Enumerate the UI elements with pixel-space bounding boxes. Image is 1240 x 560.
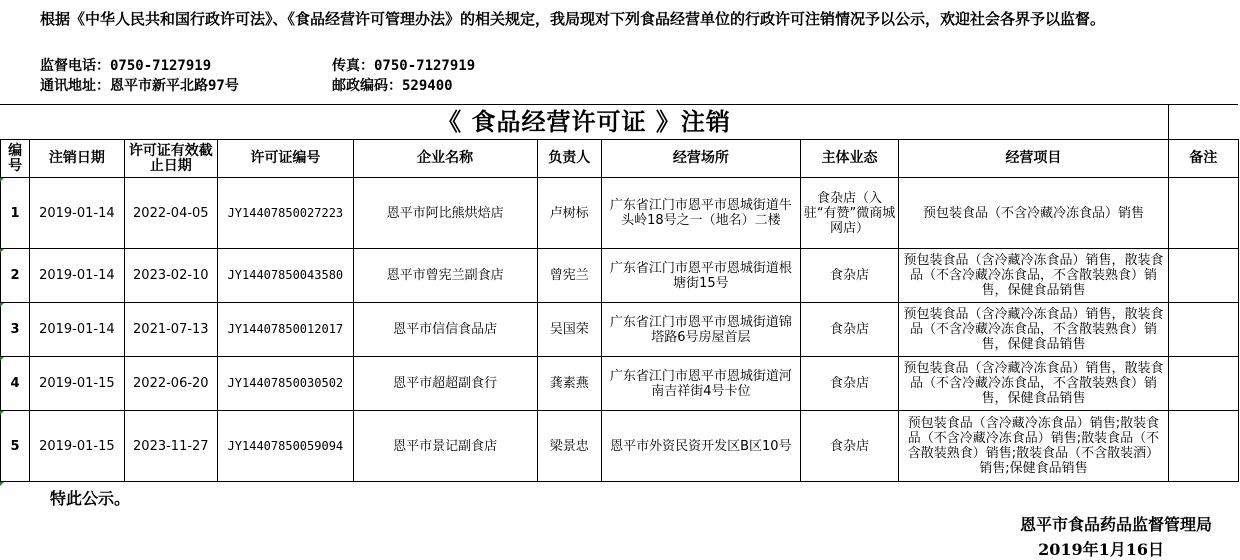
owner-name: 吴国荣 bbox=[537, 303, 601, 357]
license-number: JY14407850027223 bbox=[218, 178, 354, 249]
cancel-date: 2019-01-14 bbox=[30, 303, 124, 357]
header-cancel-date: 注销日期 bbox=[30, 140, 124, 178]
business-location: 广东省江门市恩平市恩城街道根塘街15号 bbox=[601, 249, 800, 303]
row-number: 2 bbox=[1, 249, 30, 303]
owner-name: 卢树标 bbox=[537, 178, 601, 249]
business-type: 食杂店（入驻“有赞”微商城网店） bbox=[800, 178, 898, 249]
title-side-cell bbox=[1168, 105, 1239, 139]
business-location: 恩平市外资民资开发区B区10号 bbox=[601, 411, 800, 482]
expiry-date: 2022-06-20 bbox=[124, 357, 217, 411]
company-name: 恩平市阿比熊烘焙店 bbox=[353, 178, 537, 249]
table-row bbox=[1, 178, 1239, 249]
header-company-name: 企业名称 bbox=[353, 140, 537, 178]
business-type: 食杂店 bbox=[800, 357, 898, 411]
table-header-row bbox=[1, 140, 1239, 178]
table-row bbox=[1, 411, 1239, 482]
header-expiry-date: 许可证有效截止日期 bbox=[124, 140, 217, 178]
expiry-date: 2022-04-05 bbox=[124, 178, 217, 249]
row-number: 5 bbox=[1, 411, 30, 482]
business-type: 食杂店 bbox=[800, 303, 898, 357]
table-title-row bbox=[0, 104, 1238, 140]
header-number: 编号 bbox=[1, 140, 30, 178]
issuing-agency: 恩平市食品药品监督管理局 bbox=[1019, 515, 1212, 534]
company-name: 恩平市曾宪兰副食店 bbox=[353, 249, 537, 303]
header-owner: 负责人 bbox=[537, 140, 601, 178]
cancellation-table bbox=[0, 139, 1239, 482]
remark bbox=[1168, 303, 1238, 357]
business-scope: 预包装食品（含冷藏冷冻食品）销售;散装食品（不含冷藏冷冻食品）销售;散装食品（不含散装熟食）销售;散装食品（不含散装酒）销售;保健食品销售 bbox=[899, 411, 1168, 482]
owner-name: 梁景忠 bbox=[537, 411, 601, 482]
header-location: 经营场所 bbox=[601, 140, 800, 178]
fax-number: 传真：0750-7127919 bbox=[332, 58, 476, 74]
table-row bbox=[1, 303, 1239, 357]
issue-date: 2019年1月16日 bbox=[1038, 540, 1164, 559]
license-number: JY14407850030502 bbox=[218, 357, 354, 411]
contact-row-1 bbox=[40, 55, 475, 75]
business-type: 食杂店 bbox=[800, 411, 898, 482]
cell-corner-marker bbox=[0, 482, 4, 486]
expiry-date: 2021-07-13 bbox=[124, 303, 217, 357]
expiry-date: 2023-11-27 bbox=[124, 411, 217, 482]
company-name: 恩平市信信食品店 bbox=[353, 303, 537, 357]
cell-corner-marker bbox=[0, 303, 4, 307]
business-scope: 预包装食品（含冷藏冷冻食品）销售，散装食品（不含冷藏冷冻食品，不含散装熟食）销售，保健食品销售 bbox=[899, 303, 1168, 357]
business-location: 广东省江门市恩平市恩城街道牛头岭18号之一（地名）二楼 bbox=[601, 178, 800, 249]
closing-statement: 特此公示。 bbox=[50, 489, 131, 508]
license-number: JY14407850012017 bbox=[218, 303, 354, 357]
business-location: 广东省江门市恩平市恩城街道锦塔路6号房屋首层 bbox=[601, 303, 800, 357]
mailing-address: 通讯地址：恩平市新平北路97号 bbox=[40, 78, 239, 94]
cancel-date: 2019-01-15 bbox=[30, 411, 124, 482]
owner-name: 曾宪兰 bbox=[537, 249, 601, 303]
cell-corner-marker bbox=[0, 178, 4, 182]
cancel-date: 2019-01-14 bbox=[30, 249, 124, 303]
business-type: 食杂店 bbox=[800, 249, 898, 303]
owner-name: 龚素燕 bbox=[537, 357, 601, 411]
row-number: 4 bbox=[1, 357, 30, 411]
business-scope: 预包装食品（含冷藏冷冻食品）销售，散装食品（不含冷藏冷冻食品，不含散装熟食）销售，保健食品销售 bbox=[899, 249, 1168, 303]
business-location: 广东省江门市恩平市恩城街道河南吉祥街4号卡位 bbox=[601, 357, 800, 411]
remark bbox=[1168, 411, 1238, 482]
cell-corner-marker bbox=[0, 411, 4, 415]
intro-paragraph: 根据《中华人民共和国行政许可法》、《食品经营许可管理办法》的相关规定，我局现对下列食品经营单位的行政许可注销情况予以公示，欢迎社会各界予以监督。 bbox=[40, 10, 1106, 28]
remark bbox=[1168, 249, 1238, 303]
cell-corner-marker bbox=[0, 249, 4, 253]
supervision-phone: 监督电话：0750-7127919 bbox=[40, 58, 212, 74]
cancel-date: 2019-01-14 bbox=[30, 178, 124, 249]
header-business-type: 主体业态 bbox=[800, 140, 898, 178]
header-license-number: 许可证编号 bbox=[218, 140, 354, 178]
remark bbox=[1168, 357, 1238, 411]
company-name: 恩平市景记副食店 bbox=[353, 411, 537, 482]
row-number: 1 bbox=[1, 178, 30, 249]
expiry-date: 2023-02-10 bbox=[124, 249, 217, 303]
license-number: JY14407850043580 bbox=[218, 249, 354, 303]
business-scope: 预包装食品（不含冷藏冷冻食品）销售 bbox=[899, 178, 1168, 249]
license-number: JY14407850059094 bbox=[218, 411, 354, 482]
row-number: 3 bbox=[1, 303, 30, 357]
postal-code: 邮政编码：529400 bbox=[332, 78, 453, 94]
header-remark: 备注 bbox=[1168, 140, 1238, 178]
table-row bbox=[1, 357, 1239, 411]
cell-corner-marker bbox=[0, 357, 4, 361]
table-row bbox=[1, 249, 1239, 303]
remark bbox=[1168, 178, 1238, 249]
company-name: 恩平市超超副食行 bbox=[353, 357, 537, 411]
contact-row-2 bbox=[40, 75, 453, 95]
cancel-date: 2019-01-15 bbox=[30, 357, 124, 411]
business-scope: 预包装食品（含冷藏冷冻食品）销售，散装食品（不含冷藏冷冻食品，不含散装熟食）销售，保健食品销售 bbox=[899, 357, 1168, 411]
header-scope: 经营项目 bbox=[899, 140, 1168, 178]
table-title: 《 食品经营许可证 》注销 bbox=[437, 107, 731, 136]
